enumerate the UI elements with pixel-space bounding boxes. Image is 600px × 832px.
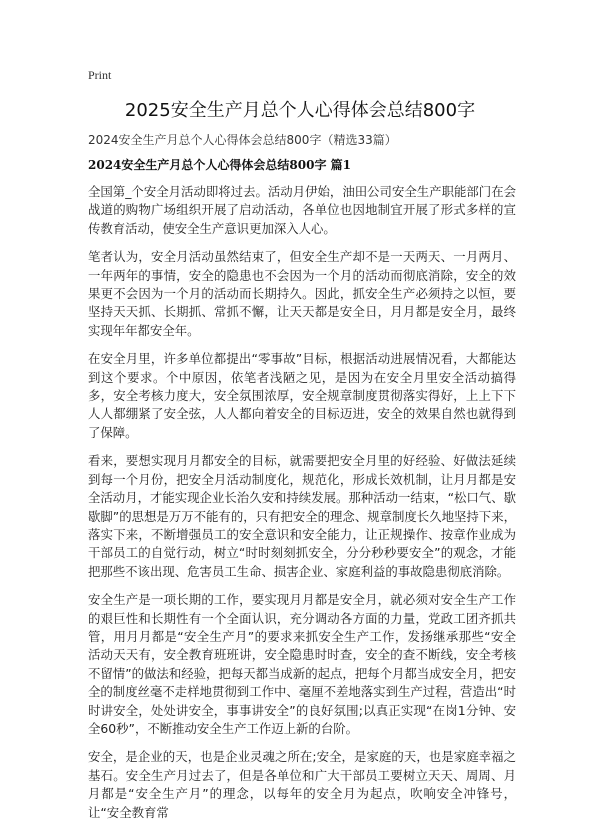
- paragraph: 看来，要想实现月月都安全的目标，就需要把安全月里的好经验、好做法延续到每一个月份，把安全月活动制度化，规范化，形成长效机制，让月月都是安全活动月，才能实现企业长治久安和持续发展。那种活动一结束，“松口气、歇歇脚”的思想是万万不能有的，只有把安全的理念、规章制度长久地坚持下来，落实下来，不断增强员工的安全意识和安全能力，让正规操作、按章作业成为干部员工的自觉行动，树立“时时刻刻抓安全，分分秒秒要安全”的观念，才能把那些不该出现、危害员工生命、损害企业、家庭利益的事故隐患彻底消除。: [88, 453, 516, 579]
- page-title: 2025安全生产月总个人心得体会总结800字: [124, 100, 476, 121]
- document-subtitle: 2024安全生产月总个人心得体会总结800字（精选33篇）: [88, 133, 397, 147]
- paragraph: 安全，是企业的天，也是企业灵魂之所在;安全，是家庭的天，也是家庭幸福之基石。安全生产月过去了，但是各单位和广大干部员工要树立天天、周周、月月都是“安全生产月”的理念，以每年的安全月为起点，吹响安全冲锋号，让“安全教育常: [88, 749, 516, 820]
- article-body: [88, 183, 516, 832]
- print-label: Print: [88, 68, 112, 82]
- paragraph: 笔者认为，安全月活动虽然结束了，但安全生产却不是一天两天、一月两月、一年两年的事情，安全的隐患也不会因为一个月的活动而彻底消除，安全的效果更不会因为一个月的活动而长期持久。因此，抓安全生产必须持之以恒，要坚持天天抓、长期抓、常抓不懈，让天天都是安全日，月月都是安全月，最终实现年年都安全年。: [88, 249, 516, 338]
- paragraph: 全国第_个安全月活动即将过去。活动月伊始，油田公司安全生产职能部门在会战道的购物广场组织开展了启动活动，各单位也因地制宜开展了形式多样的宣传教育活动，使安全生产意识更加深入人心。: [88, 184, 516, 236]
- section-heading: 2024安全生产月总个人心得体会总结800字 篇1: [88, 158, 351, 172]
- paragraph: 安全生产是一项长期的工作，要实现月月都是安全月，就必须对安全生产工作的艰巨性和长期性有一个全面认识，充分调动各方面的力量，党政工团齐抓共管，用月月都是“安全生产月”的要求来抓安全生产工作，发扬继承那些“安全活动天天有，安全教育班班讲，安全隐患时时查，安全的查不断线，安全考核不留情”的做法和经验，把每天都当成新的起点，把每个月都当成安全月，把安全的制度丝毫不走样地贯彻到工作中、毫厘不差地落实到生产过程，营造出“时时讲安全，处处讲安全，事事讲安全”的良好氛围;以真正实现“在岗1分钟、安全60秒”，不断推动安全生产工作迈上新的台阶。: [88, 592, 516, 736]
- paragraph: 在安全月里，许多单位都提出“零事故”目标，根据活动进展情况看，大都能达到这个要求。个中原因，依笔者浅陋之见，是因为在安全月里安全活动搞得多，安全考核力度大，安全氛围浓厚，安全规章制度贯彻落实得好，上上下下人人都绷紧了安全弦，人人都向着安全的目标迈进，安全的效果自然也就得到了保障。: [88, 351, 516, 440]
